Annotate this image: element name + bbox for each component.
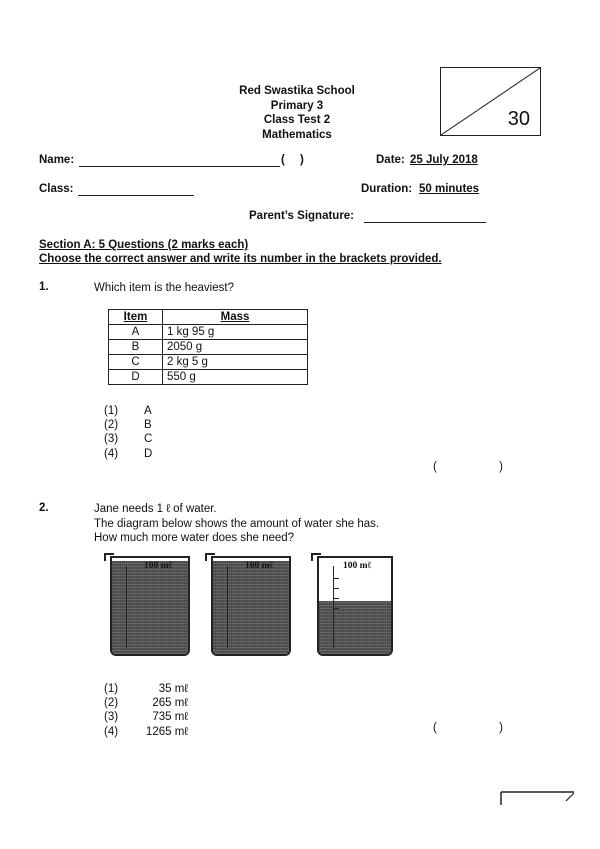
option-text: 35 mℓ (158, 683, 188, 695)
beaker-label: 100 mℓ (343, 561, 372, 571)
test-header (196, 84, 398, 142)
q2-line: Jane needs 1 ℓ of water. (94, 503, 217, 515)
table-row (109, 340, 308, 355)
option-text: 265 mℓ (152, 697, 188, 710)
q1-answer-bracket[interactable] (433, 461, 503, 473)
mass-table (108, 309, 308, 385)
beaker-water (319, 601, 391, 654)
signature-field[interactable] (364, 210, 486, 223)
table-cell-mass: 2050 g (163, 340, 308, 355)
scale-tick (333, 608, 339, 609)
test-name: Class Test 2 (263, 114, 331, 126)
class-field[interactable] (78, 183, 194, 196)
option-text: 1265 mℓ (145, 725, 188, 738)
q2-option[interactable] (104, 696, 188, 710)
q2-option[interactable] (104, 710, 188, 724)
option-number: (2) (104, 697, 119, 710)
next-score-box-corner (500, 791, 576, 805)
section-instruction: Choose the correct answer and write its number in the brackets provided. (39, 253, 442, 265)
q2-number: 2. (39, 502, 49, 514)
class-label: Class: (39, 183, 74, 195)
beaker-label: 100 mℓ (245, 561, 274, 571)
beaker-2 (211, 558, 291, 656)
beaker-scale (227, 566, 228, 648)
table-header-item: Item (109, 310, 163, 325)
q2-option[interactable] (104, 725, 188, 739)
option-number: (1) (104, 405, 119, 417)
bracket-close: ) (499, 722, 503, 734)
q1-number: 1. (39, 281, 49, 293)
q2-option[interactable] (104, 682, 188, 696)
option-number: (3) (104, 711, 119, 724)
signature-label: Parent’s Signature: (249, 210, 355, 222)
q2-line: How much more water does she need? (94, 532, 295, 544)
scale-tick (333, 578, 339, 579)
table-cell-item: A (109, 325, 163, 340)
table-cell-item: C (109, 355, 163, 370)
scale-tick (333, 598, 339, 599)
beaker-scale (126, 566, 127, 648)
q2-text (94, 502, 379, 546)
table-header-mass: Mass (163, 310, 308, 325)
date-label: Date: (376, 154, 405, 166)
option-number: (3) (104, 433, 119, 446)
option-text: C (144, 433, 153, 446)
bracket-open: ( (433, 722, 437, 734)
school-name: Red Swastika School (239, 85, 355, 97)
q2-answer-bracket[interactable] (433, 722, 503, 734)
q1-options (104, 404, 152, 461)
bracket-close: ) (499, 461, 503, 473)
q1-option[interactable] (104, 418, 152, 432)
table-row (109, 355, 308, 370)
table-cell-item: B (109, 340, 163, 355)
name-field[interactable] (79, 154, 280, 167)
level: Primary 3 (270, 99, 324, 112)
option-number: (4) (104, 725, 119, 738)
subject: Mathematics (262, 128, 332, 141)
q2-line: The diagram below shows the amount of water she has. (94, 517, 380, 530)
beaker-1 (110, 558, 190, 656)
name-label: Name: (39, 154, 75, 166)
q1-option[interactable] (104, 404, 152, 418)
option-text: B (144, 419, 152, 432)
q2-options (104, 682, 188, 739)
name-bracket-close: ) (300, 154, 304, 166)
duration-label: Duration: (361, 183, 413, 195)
beaker-water (213, 561, 289, 654)
option-text: A (144, 405, 152, 417)
option-text: 735 mℓ (152, 711, 188, 724)
table-header-row (109, 310, 308, 325)
score-box (440, 67, 541, 136)
table-row (109, 370, 308, 385)
table-cell-mass: 1 kg 95 g (163, 325, 308, 340)
beaker-water (112, 561, 188, 654)
q1-text: Which item is the heaviest? (94, 282, 234, 294)
option-number: (2) (104, 419, 119, 432)
option-text: D (144, 447, 153, 460)
beaker-label: 100 mℓ (144, 561, 173, 571)
bracket-open: ( (433, 461, 437, 473)
table-cell-item: D (109, 370, 163, 385)
score-total: 30 (507, 108, 530, 130)
name-bracket-open: ( (281, 154, 285, 166)
beaker-3 (317, 558, 393, 656)
date-value: 25 July 2018 (410, 154, 478, 166)
scale-tick (333, 588, 339, 589)
table-row (109, 325, 308, 340)
option-number: (4) (104, 447, 119, 460)
table-cell-mass: 2 kg 5 g (163, 355, 308, 370)
duration-value: 50 minutes (419, 183, 480, 195)
section-title: Section A: 5 Questions (2 marks each) (39, 239, 249, 251)
table-cell-mass: 550 g (163, 370, 308, 385)
q1-option[interactable] (104, 432, 152, 446)
q1-option[interactable] (104, 447, 152, 461)
option-number: (1) (104, 683, 119, 695)
